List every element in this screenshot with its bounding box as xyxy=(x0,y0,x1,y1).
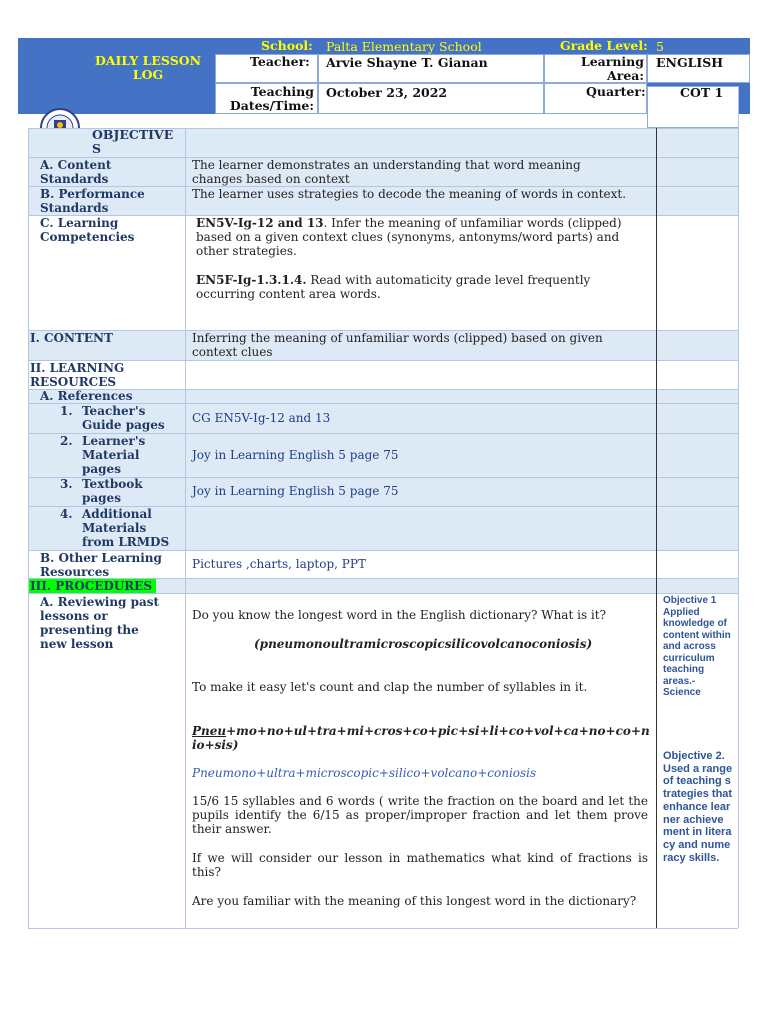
learning-resources-label: II. LEARNING RESOURCES xyxy=(30,361,125,389)
content-label: I. CONTENT xyxy=(30,331,113,345)
performance-standards-text: The learner uses strategies to decode the meaning of words in context. xyxy=(192,187,627,201)
grade-label: Grade Level: xyxy=(560,38,648,53)
performance-standards-label: B. Performance Standards xyxy=(40,187,145,215)
col-rule-right xyxy=(738,86,739,928)
area-value: ENGLISH xyxy=(656,55,724,70)
teacher-value: Arvie Shayne T. Gianan xyxy=(326,55,488,70)
competency-2-text: Read with automaticity grade level frequently occurring content area words. xyxy=(196,273,591,301)
content-standards-label: A. Content Standards xyxy=(40,158,112,186)
content-standards-text: The learner demonstrates an understanding that word meaning changes based on context xyxy=(192,158,581,186)
longest-word: (pneumonoultramicroscopicsilicovolcanoconiosis) xyxy=(254,637,593,651)
content-text: Inferring the meaning of unfamiliar words (clipped) based on given context clues xyxy=(192,331,603,359)
syllables xyxy=(192,724,650,752)
rule xyxy=(28,389,738,390)
competency-2-code: EN5F-Ig-1.3.1.4. xyxy=(196,273,307,287)
resource-3-value: Joy in Learning English 5 page 75 xyxy=(192,484,399,498)
other-resources-value: Pictures ,charts, laptop, PPT xyxy=(192,557,366,571)
syllables-rest: +mo+no+ul+tra+mi+cros+co+pic+si+li+co+vol+ca+no+co+nio+sis) xyxy=(192,724,650,752)
fraction-activity: 15/6 15 syllables and 6 words ( write the fraction on the board and let the pupils identify the 6/15 as proper/improper fraction and let them prove their answer. xyxy=(192,794,648,836)
competency-2 xyxy=(196,273,636,301)
rule xyxy=(28,593,738,594)
procedures-label: III. PROCEDURES xyxy=(30,579,152,593)
references-label: A. References xyxy=(40,389,133,403)
objective-1-note: Objective 1 Applied knowledge of content within and across curriculum teaching areas.- Science xyxy=(663,595,731,698)
procedure-question-1: Do you know the longest word in the English dictionary? What is it? xyxy=(192,608,607,622)
learning-competencies-label: C. Learning Competencies xyxy=(40,216,135,244)
references-row xyxy=(28,389,738,403)
quarter-label: Quarter: xyxy=(586,84,646,99)
competency-1-code: EN5V-Ig-12 and 13 xyxy=(196,216,324,230)
resource-2-num: 2. xyxy=(60,434,73,448)
other-resources-label: B. Other Learning Resources xyxy=(40,551,162,579)
dll-title: DAILY LESSON LOG xyxy=(94,53,202,82)
resource-2-value: Joy in Learning English 5 page 75 xyxy=(192,448,399,462)
objective-2-note: Objective 2. Used a range of teaching strategies that enhance learner achievement in literacy and numeracy skills. xyxy=(663,750,733,864)
competency-1-text: . Infer the meaning of unfamiliar words (clipped) based on a given context clues (synonyms, antonyms/word parts) and other strategies. xyxy=(196,216,622,258)
resource-1-label: Teacher's Guide pages xyxy=(82,404,165,432)
resource-3-label: Textbook pages xyxy=(82,477,143,505)
school-value: Palta Elementary School xyxy=(326,39,482,54)
word-parts: Pneumono+ultra+microscopic+silico+volcano+coniosis xyxy=(192,766,537,780)
procedure-count: To make it easy let's count and clap the number of syllables in it. xyxy=(192,680,588,694)
col-rule-left xyxy=(28,128,29,928)
resource-2-label: Learner's Material pages xyxy=(82,434,146,476)
school-label: School: xyxy=(261,38,313,53)
col-rule-notes xyxy=(656,128,657,928)
rule xyxy=(28,928,738,929)
col-rule-label xyxy=(185,128,186,928)
resource-3-num: 3. xyxy=(60,477,73,491)
area-label: Learning Area: xyxy=(580,54,644,83)
procedure-a-label: A. Reviewing past lessons or presenting the new lesson xyxy=(40,595,160,651)
grade-value: 5 xyxy=(656,39,664,54)
resource-1-num: 1. xyxy=(60,404,73,418)
quarter-value: COT 1 xyxy=(680,85,724,100)
dates-label: Teaching Dates/Time: xyxy=(229,84,314,113)
dates-value: October 23, 2022 xyxy=(326,85,448,100)
resource-4-label: Additional Materials from LRMDS xyxy=(82,507,170,549)
resource-1-value: CG EN5V-Ig-12 and 13 xyxy=(192,411,331,425)
objectives-heading: OBJECTIVES xyxy=(92,127,174,156)
resource-4-num: 4. xyxy=(60,507,73,521)
meaning-question: Are you familiar with the meaning of this longest word in the dictionary? xyxy=(192,894,637,908)
math-question: If we will consider our lesson in mathematics what kind of fractions is this? xyxy=(192,851,648,879)
competency-1 xyxy=(196,216,648,258)
teacher-label: Teacher: xyxy=(250,54,310,69)
syllables-first: Pneu xyxy=(192,724,227,738)
